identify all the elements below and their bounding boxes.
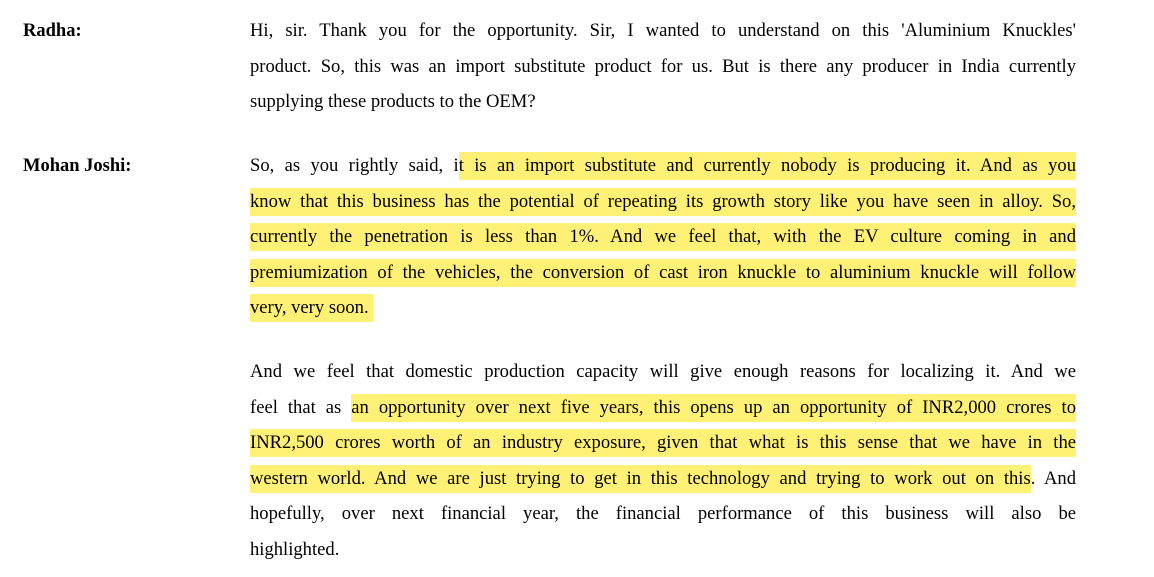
text-line (250, 361, 1076, 397)
highlighted-text: INR2,500 crores worth of an industry exposure, given that what is this sense that we have in the (250, 429, 1076, 457)
text-segment: And we feel that domestic production capacity will give enough reasons for localizing it. And we (250, 361, 1076, 382)
radha-paragraph (250, 20, 1076, 127)
text-line (250, 91, 1076, 127)
text-segment: hopefully, over next financial year, the financial performance of this business will also be (250, 503, 1076, 525)
mohan-paragraph-1 (250, 155, 1076, 333)
text-line (250, 503, 1076, 539)
text-line (250, 155, 1076, 191)
speaker-name-radha: Radha: (23, 21, 82, 41)
text-segment: highlighted. (250, 538, 340, 560)
highlighted-text: western world. And we are just trying to get in this technology and trying to work out on this (250, 465, 1031, 493)
highlighted-text: t is an import substitute and currently nobody is producing it. And as you (459, 152, 1076, 180)
text-line (250, 468, 1076, 504)
highlighted-text: very, very soon. (250, 294, 373, 322)
mohan-paragraph-2 (250, 361, 1076, 575)
text-segment: product. So, this was an import substitute product for us. But is there any producer in India currently (250, 55, 1076, 77)
text-line (250, 20, 1076, 56)
text-segment: supplying these products to the OEM? (250, 91, 536, 113)
text-segment: So, as you rightly said, i (250, 155, 459, 176)
text-segment: . And (1030, 467, 1076, 489)
text-line (250, 262, 1076, 298)
text-line (250, 539, 1076, 575)
speaker-name-mohan-joshi: Mohan Joshi: (23, 156, 132, 176)
highlighted-text: currently the penetration is less than 1%. And we feel that, with the EV culture coming in and (250, 223, 1076, 251)
text-segment: feel that as (250, 396, 352, 418)
text-line (250, 191, 1076, 227)
highlighted-text: an opportunity over next five years, this opens up an opportunity of INR2,000 crores to (351, 394, 1076, 422)
text-line (250, 226, 1076, 262)
highlighted-text: know that this business has the potential of repeating its growth story like you have seen in alloy. So, (250, 188, 1076, 216)
text-line (250, 297, 1076, 333)
text-line (250, 397, 1076, 433)
text-line (250, 432, 1076, 468)
highlighted-text: premiumization of the vehicles, the conversion of cast iron knuckle to aluminium knuckle will follow (250, 259, 1076, 287)
text-segment: Hi, sir. Thank you for the opportunity. Sir, I wanted to understand on this 'Aluminium Knuckles' (250, 20, 1076, 41)
text-line (250, 56, 1076, 92)
